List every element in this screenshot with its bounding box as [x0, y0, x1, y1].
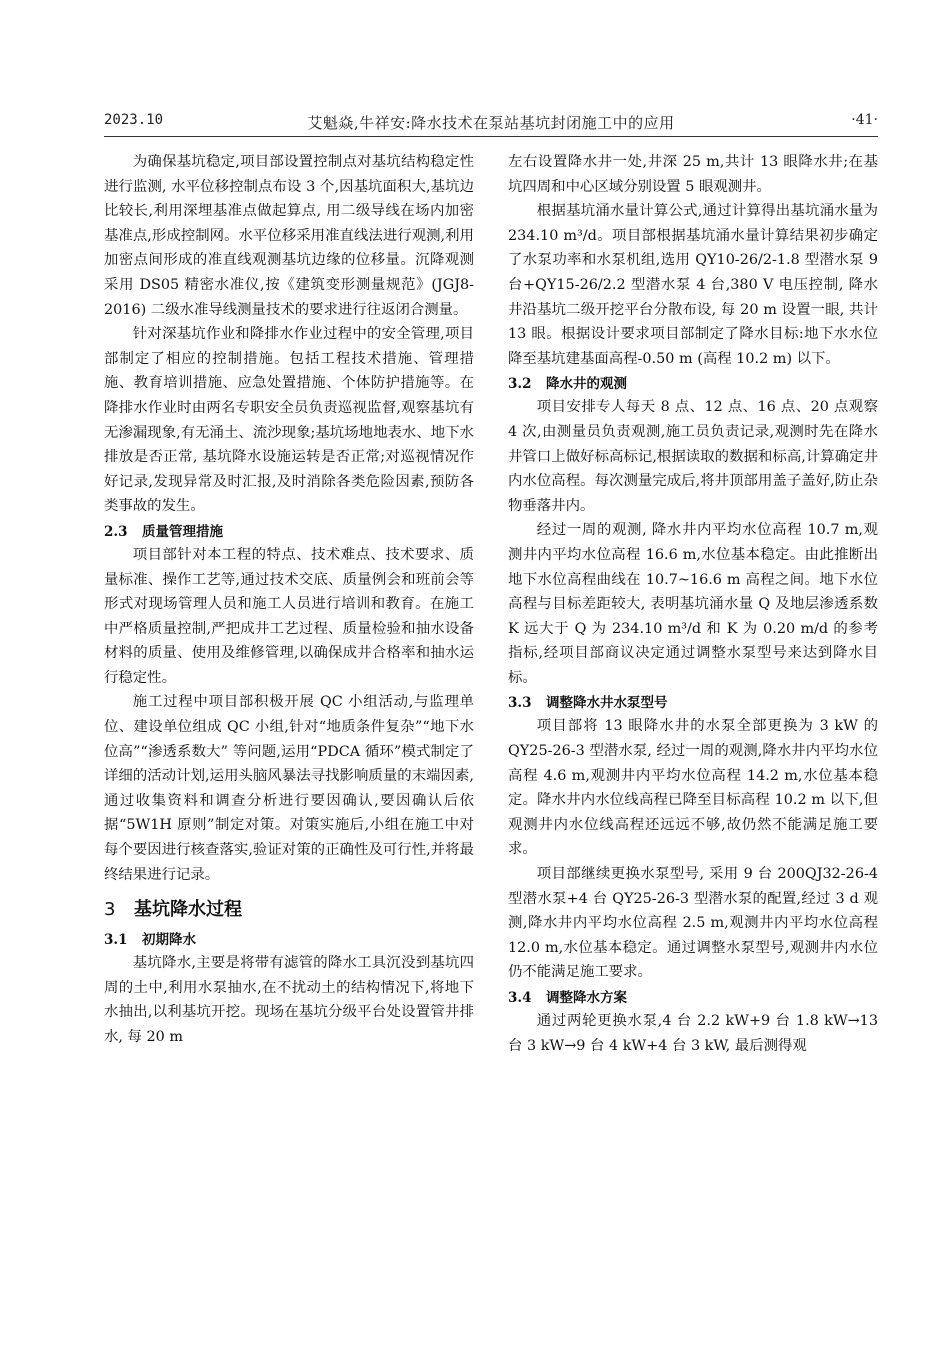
- paragraph: 项目部继续更换水泵型号, 采用 9 台 200QJ32-26-4 型潜水泵+4 台 QY25-26-3 型潜水泵的配置,经过 3 d 观测,降水井内平均水位高程 2.5 m,观测井内平均水位高程 12.0 m,水位基本稳定。通过调整水泵型号,观测井内水位仍不能满足施工要求。: [508, 866, 878, 981]
- article-title: 艾魁焱,牛祥安:降水技术在泵站基坑封闭施工中的应用: [307, 114, 675, 132]
- paragraph: 通过两轮更换水泵,4 台 2.2 kW+9 台 1.8 kW→13 台 3 kW→9 台 4 kW+4 台 3 kW, 最后测得观: [508, 1013, 878, 1054]
- paragraph: 项目部将 13 眼降水井的水泵全部更换为 3 kW 的 QY25-26-3 型潜水泵, 经过一周的观测,降水井内平均水位高程 4.6 m,观测井内平均水位高程 14.2 m,水位基本稳定。降水井内水位线高程已降至目标高程 10.2 m 以下,但观测井内水位线高程还远远不够,故仍然不能满足施工要求。: [508, 718, 878, 858]
- page-number: ·41·: [851, 112, 878, 128]
- section-title: 调整降水井水泵型号: [546, 695, 668, 712]
- section-title: 质量管理措施: [142, 523, 223, 540]
- header-rule: [104, 136, 878, 137]
- paragraph: 根据基坑涌水量计算公式,通过计算得出基坑涌水量为 234.10 m³/d。项目部根据基坑涌水量计算结果初步确定了水泵功率和水泵机组,选用 QY10-26/2-1.8 型潜水泵 9 台+QY15-26/2.2 型潜水泵 4 台,380 V 电压控制, 降水井沿基坑二级开挖平台分散布设, 每 20 m 设置一眼, 共计 13 眼。根据设计要求项目部制定了降水目标:地下水水位降至基坑建基面高程-0.50 m (高程 10.2 m) 以下。: [508, 203, 878, 367]
- paragraph: 施工过程中项目部积极开展 QC 小组活动,与监理单位、建设单位组成 QC 小组,针对“地质条件复杂”“地下水位高”“渗透系数大” 等问题,运用“PDCA 循环”模式制定了详细的活动计划,运用头脑风暴法寻找影响质量的末端因素,通过收集资料和调查分析进行要因确认,要因确认后依据“5W1H 原则”制定对策。对策实施后,小组在施工中对每个要因进行核查落实,验证对策的正确性及可行性,并将最终结果进行记录。: [104, 694, 474, 883]
- issue-date: 2023.10: [104, 112, 164, 128]
- paragraph: 针对深基坑作业和降排水作业过程中的安全管理,项目部制定了相应的控制措施。包括工程技术措施、管理措施、教育培训措施、应急处置措施、个体防护措施等。在降排水作业时由两名专职安全员负责巡视监督,观察基坑有无渗漏现象,有无涌土、流沙现象;基坑场地地表水、地下水排放是否正常, 基坑降水设施运转是否正常;对巡视情况作好记录,发现异常及时汇报,及时消除各类危险因素,预防各类事故的发生。: [104, 326, 474, 515]
- section-heading-3-4: [508, 987, 878, 1009]
- paragraph: 左右设置降水井一处,井深 25 m,共计 13 眼降水井;在基坑四周和中心区域分别设置 5 眼观测井。: [508, 154, 878, 195]
- section-title: 初期降水: [142, 932, 196, 949]
- section-number: 3.1: [104, 932, 128, 949]
- section-title: 降水井的观测: [546, 376, 627, 393]
- section-number: 3.3: [508, 695, 532, 712]
- section-heading-3-2: [508, 373, 878, 395]
- section-title: 基坑降水过程: [134, 899, 242, 921]
- right-column: [508, 150, 878, 1058]
- paragraph: 基坑降水,主要是将带有滤管的降水工具沉没到基坑四周的土中,利用水泵抽水,在不扰动土的结构情况下,将地下水抽出,以利基坑开挖。现场在基坑分级平台处设置管井排水, 每 20 m: [104, 955, 474, 1045]
- left-column: [104, 150, 474, 1050]
- section-heading-2-3: [104, 521, 474, 543]
- section-heading-3-1: [104, 929, 474, 951]
- section-number: 3.2: [508, 376, 532, 393]
- section-title: 调整降水方案: [546, 990, 627, 1006]
- section-number: 2.3: [104, 523, 128, 540]
- section-heading-3-3: [508, 692, 878, 714]
- running-header: [104, 112, 878, 134]
- paragraph: 为确保基坑稳定,项目部设置控制点对基坑结构稳定性进行监测, 水平位移控制点布设 3 个,因基坑面积大,基坑边比较长,利用深埋基准点做起算点, 用二级导线在场内加密基准点,形成控制网。水平位移采用准直线法进行观测,利用加密点间形成的准直线观测基坑边缘的位移量。沉降观测采用 DS05 精密水准仪,按《建筑变形测量规范》(JGJ8-2016) 二级水准导线测量技术的要求进行往返闭合测量。: [104, 154, 474, 318]
- paragraph: 项目安排专人每天 8 点、12 点、16 点、20 点观察 4 次,由测量员负责观测,施工员负责记录,观测时先在降水井管口上做好标高标记,根据读取的数据和标高,计算确定井内水位高程。每次测量完成后,将井顶部用盖子盖好,防止杂物垂落井内。: [508, 399, 878, 514]
- paragraph: 项目部针对本工程的特点、技术难点、技术要求、质量标准、操作工艺等,通过技术交底、质量例会和班前会等形式对现场管理人员和施工人员进行培训和教育。在施工中严格质量控制,严把成井工艺过程、质量检验和抽水设备材料的质量、使用及维修管理,以确保成井合格率和抽水运行稳定性。: [104, 546, 474, 686]
- section-number: 3: [104, 899, 116, 921]
- section-number: 3.4: [508, 990, 532, 1006]
- paragraph: 经过一周的观测, 降水井内平均水位高程 10.7 m,观测井内平均水位高程 16.6 m,水位基本稳定。由此推断出地下水位高程曲线在 10.7~16.6 m 高程之间。地下水位高程与目标差距较大, 表明基坑涌水量 Q 及地层渗透系数 K 远大于 Q 为 234.10 m³/d 和 K 为 0.20 m/d 的参考指标,经项目部商议决定通过调整水泵型号来达到降水目标。: [508, 522, 878, 686]
- section-heading-3: [104, 895, 474, 925]
